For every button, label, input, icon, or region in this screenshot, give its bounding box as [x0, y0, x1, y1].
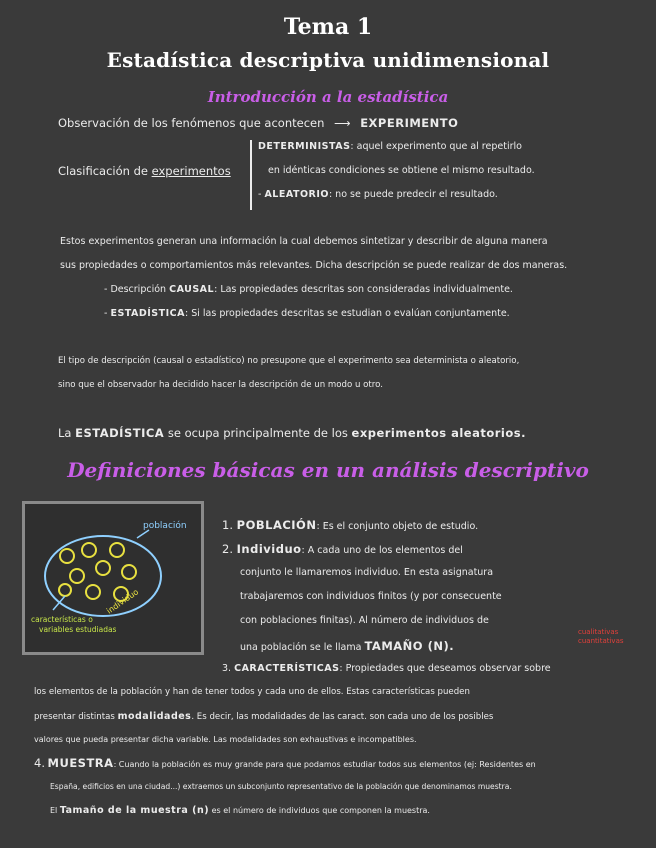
individual-circle: [60, 549, 74, 563]
clasificacion-underlined: experimentos: [151, 164, 231, 178]
caract-label: CARACTERÍSTICAS: [234, 663, 340, 674]
section-heading-definiciones: Definiciones básicas en un análisis descriptivo: [67, 458, 589, 482]
caract-line-3: [34, 711, 493, 722]
individuo-num: 2.: [222, 542, 233, 556]
causal-pre: - Descripción: [104, 284, 167, 295]
observacion-text: Observación de los fenómenos que acontecen: [58, 116, 325, 130]
aleatorio-text: : no se puede predecir el resultado.: [328, 189, 498, 200]
page-subtitle: Estadística descriptiva unidimensional: [106, 48, 550, 72]
paragraph-2-line-1: El tipo de descripción (causal o estadístico) no presupone que el experimento sea determinista o aleatorio,: [58, 356, 520, 366]
individual-circle: [122, 565, 136, 579]
individuo-line-2: conjunto le llamaremos individuo. En esta asignatura: [240, 567, 494, 578]
individual-circle: [82, 543, 96, 557]
modalidades-label: modalidades: [117, 711, 192, 722]
muestra-line-3: [50, 805, 430, 816]
muestra-text-1: : Cuando la población es muy grande para que podamos estudiar todos sus elementos (ej: Residentes en: [113, 760, 536, 769]
experimento-label: EXPERIMENTO: [360, 116, 459, 130]
individuo-text5-pre: una población se le llama: [240, 642, 362, 653]
causal-label: CAUSAL: [169, 284, 215, 295]
definition-individuo: [222, 542, 463, 556]
estadistica-text: : Si las propiedades descritas se estudian o evalúan conjuntamente.: [184, 308, 510, 319]
section-heading-intro: Introducción a la estadística: [207, 88, 449, 106]
estadistica-label: ESTADÍSTICA: [110, 308, 185, 319]
determinista-line2: en idénticas condiciones se obtiene el mismo resultado.: [268, 165, 535, 176]
individuo-line-3: trabajaremos con individuos finitos (y por consecuente: [240, 591, 502, 602]
tamano-muestra-label: Tamaño de la muestra (n): [59, 805, 210, 816]
clasificacion-label: [58, 164, 231, 178]
caract-text3-pre: presentar distintas: [34, 712, 115, 722]
definition-poblacion: [222, 518, 478, 532]
label-caracteristicas-1: características o: [31, 615, 93, 624]
muestra-num: 4.: [34, 756, 45, 770]
individual-circle: [96, 561, 110, 575]
individuo-line-4: con poblaciones finitas). Al número de individuos de: [240, 615, 489, 626]
label-caracteristicas-2: variables estudiadas: [39, 625, 117, 634]
muestra-text3-pre: El: [50, 806, 58, 815]
muestra-label: MUESTRA: [47, 756, 114, 770]
label-poblacion: población: [143, 521, 187, 531]
paragraph-2-line-2: sino que el observador ha decidido hacer la descripción de un modo u otro.: [58, 380, 383, 390]
caract-line-2: los elementos de la población y han de tener todos y cada uno de ellos. Estas características pueden: [34, 687, 470, 697]
p3-mid: se ocupa principalmente de los: [167, 426, 348, 440]
population-diagram-svg: [25, 504, 201, 652]
label-individuo: individuo: [104, 587, 141, 616]
paragraph-3: [58, 426, 526, 440]
caract-text-1: : Propiedades que deseamos observar sobre: [339, 663, 551, 674]
individual-circle: [110, 543, 124, 557]
p3-pre: La: [58, 426, 72, 440]
individual-circle: [86, 585, 100, 599]
arrow-icon: ⟶: [334, 116, 351, 130]
population-diagram: [22, 501, 204, 655]
red-note-2: cuantitativas: [578, 637, 624, 645]
individuo-line-5: [240, 639, 454, 653]
definition-caracteristicas: [222, 663, 551, 674]
individual-circle: [59, 584, 71, 596]
individuo-text-1: : A cada uno de los elementos del: [301, 545, 463, 556]
determinista-line: [258, 141, 522, 152]
caract-text3-post: . Es decir, las modalidades de las caract. son cada uno de los posibles: [191, 712, 494, 722]
muestra-line-2: España, edificios en una ciudad...) extraemos un subconjunto representativo de la población que denominamos muestra.: [50, 782, 512, 791]
poblacion-label: POBLACIÓN: [236, 518, 317, 532]
aleatorio-label: ALEATORIO: [264, 189, 329, 200]
poblacion-num: 1.: [222, 518, 233, 532]
red-note-1: cualitativas: [578, 628, 619, 636]
p3-bold: experimentos aleatorios.: [351, 426, 526, 440]
poblacion-text: : Es el conjunto objeto de estudio.: [316, 521, 479, 532]
p3-label: ESTADÍSTICA: [75, 426, 165, 440]
aleatorio-line: - ALEATORIO: no se puede predecir el resultado.: [258, 189, 498, 200]
observacion-line: [58, 116, 458, 130]
caract-line-4: valores que pueda presentar dicha variable. Las modalidades son exhaustivas e incompatibles.: [34, 735, 417, 744]
determinista-label: DETERMINISTAS: [258, 141, 351, 152]
individual-circle: [70, 569, 84, 583]
paragraph-1-line-1: Estos experimentos generan una información la cual debemos sintetizar y describir de alguna manera: [60, 236, 548, 247]
paragraph-1-line-2: sus propiedades o comportamientos más relevantes. Dicha descripción se puede realizar de dos maneras.: [60, 260, 568, 271]
muestra-text3-post: es el número de individuos que componen la muestra.: [211, 806, 430, 815]
pointer-line: [137, 530, 149, 538]
red-annotation: [578, 628, 624, 646]
definition-muestra: [34, 756, 536, 770]
causal-text: : Las propiedades descritas son consideradas individualmente.: [214, 284, 513, 295]
clasificacion-pre: Clasificación de: [58, 164, 148, 178]
causal-line: [104, 284, 513, 295]
individuo-label: Individuo: [236, 542, 302, 556]
tamano-label: TAMAÑO (N).: [364, 639, 455, 653]
caract-num: 3.: [222, 663, 232, 674]
estadistica-line: - ESTADÍSTICA: Si las propiedades descritas se estudian o evalúan conjuntamente.: [104, 308, 510, 319]
bracket-divider: [250, 140, 252, 210]
determinista-text: : aquel experimento que al repetirlo: [350, 141, 522, 152]
page-title: Tema 1: [283, 14, 373, 40]
